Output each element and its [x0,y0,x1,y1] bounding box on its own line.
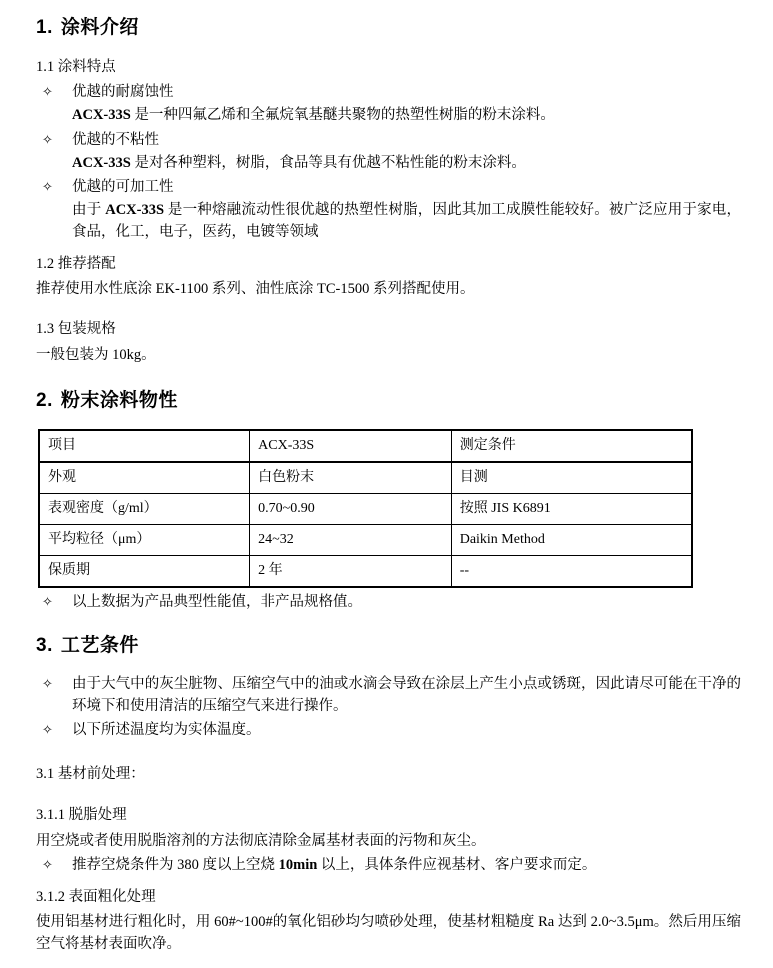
spacer [36,748,741,754]
list-item [36,855,741,877]
burnout-note-post: 以上，具体条件应视基材、客户要求而定。 [317,856,597,873]
table-cell: 0.70~0.90 [250,494,452,525]
table-row [39,462,692,494]
feature-detail-text: 是一种四氟乙烯和全氟烷氧基醚共聚物的热塑性树脂的粉末涂料。 [130,107,555,123]
table-header-cell: 测定条件 [451,430,692,462]
feature-detail [72,105,741,127]
section-3-title: 工艺条件 [60,634,139,656]
subsection-3-1-heading: 3.1 基材前处理： [36,765,145,782]
spacer [36,620,741,626]
section-3-heading [36,632,741,661]
list-item [36,592,741,614]
table-cell: 保质期 [39,556,250,588]
process-note-text: 由于大气中的灰尘脏物、压缩空气中的油或水滴会导致在涂层上产生小点或锈斑，因此请尽可能在干净的环境下和使用清洁的压缩空气来进行操作。 [72,676,741,714]
feature-title: 优越的不粘性 [72,131,159,148]
subsection-3-1-2-heading: 3.1.2 表面粗化处理 [36,888,156,905]
feature-detail-prefix: 由于 [72,202,106,218]
diamond-bullet-icon: ✧ [42,676,53,692]
subsection-1-2-heading: 1.2 推荐搭配 [36,255,116,272]
diamond-bullet-icon: ✧ [42,131,53,147]
section-1-heading [36,14,741,43]
feature-detail-text: 是对各种塑料，树脂，食品等具有优越不粘性能的粉末涂料。 [130,154,526,171]
process-note-list [36,674,741,741]
subsection-3-1-1-heading: 3.1.1 脱脂处理 [36,807,127,824]
list-item [36,82,741,127]
feature-detail [72,200,741,244]
diamond-bullet-icon: ✧ [42,179,53,195]
list-item [36,130,741,175]
table-row [39,556,692,588]
table-cell: 目测 [451,462,692,494]
subsection-1-1-heading: 1.1 涂料特点 [36,58,116,75]
feature-title: 优越的耐腐蚀性 [72,84,174,101]
diamond-bullet-icon: ✧ [42,84,53,100]
feature-detail-text: 是一种熔融流动性很优越的热塑性树脂，因此其加工成膜性能较好。被广泛应用于家电，食品，化工，电子，医药，电镀等领域 [72,202,742,240]
product-code: ACX-33S [72,107,131,123]
section-2-number: 2. [36,389,53,411]
section-1-number: 1. [36,17,53,38]
burnout-duration: 10min [278,856,318,873]
section-2-title: 粉末涂料物性 [60,389,178,411]
table-row [39,494,692,525]
feature-detail [72,153,741,175]
table-row [39,525,692,556]
subsection-1-2-text: 推荐使用水性底涂 EK-1100 系列、油性底涂 TC-1500 系列搭配使用。 [36,281,475,298]
list-item [36,177,741,243]
section-2-heading [36,387,741,416]
table-cell: -- [451,556,692,588]
table-cell: 2 年 [250,556,452,588]
process-note-text: 以下所述温度均为实体温度。 [72,721,261,738]
section-1-title: 涂料介绍 [60,17,139,38]
table-cell: 白色粉末 [250,462,452,494]
product-code: ACX-33S [72,154,131,171]
diamond-bullet-icon: ✧ [42,721,53,737]
table-cell: 平均粒径（μm） [39,525,250,556]
diamond-bullet-icon: ✧ [42,594,53,609]
section-3-number: 3. [36,634,53,656]
feature-title: 优越的可加工性 [72,179,174,196]
burnout-note-pre: 推荐空烧条件为 380 度以上空烧 [72,856,279,873]
spacer [36,303,741,309]
subsection-1-3-text: 一般包装为 10kg。 [36,346,156,363]
table-note-list [36,592,741,614]
table-header-cell: ACX-33S [250,430,452,462]
table-cell: Daikin Method [451,525,692,556]
table-header-cell: 项目 [39,430,250,462]
table-cell: 表观密度（g/ml） [39,494,250,525]
table-cell: 24~32 [250,525,452,556]
list-item [36,720,741,742]
table-cell: 按照 JIS K6891 [451,494,692,525]
subsection-1-3-heading: 1.3 包装规格 [36,321,116,337]
subsection-3-1-1-text: 用空烧或者使用脱脂溶剂的方法彻底清除金属基材表面的污物和灰尘。 [36,833,486,849]
burnout-note-text [72,857,596,873]
table-cell: 外观 [39,462,250,494]
spacer [36,369,741,381]
table-note-text: 以上数据为产品典型性能值，非产品规格值。 [72,594,362,610]
diamond-bullet-icon: ✧ [42,856,53,872]
product-code: ACX-33S [105,202,165,218]
table-header-row [39,430,692,462]
spacer [36,789,741,795]
subsection-3-1-2-text: 使用铝基材进行粗化时，用 60#~100#的氧化铝砂均匀喷砂处理，使基材粗糙度 Ra 达到 2.0~3.5μm。然后用压缩空气将基材表面吹净。 [36,914,741,952]
feature-list [36,82,741,243]
list-item [36,674,741,718]
powder-properties-table [38,429,693,588]
burnout-note-list [36,855,741,877]
